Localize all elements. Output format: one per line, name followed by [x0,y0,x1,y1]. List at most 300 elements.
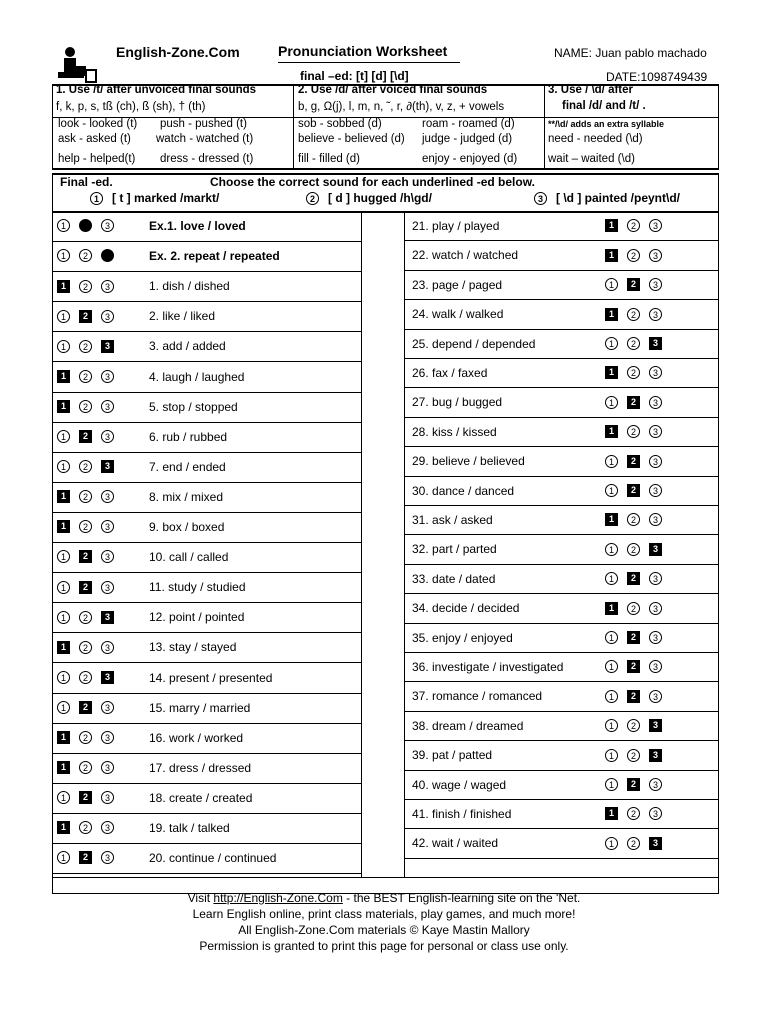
question-label: 7. end / ended [149,459,226,474]
option-3-icon[interactable]: 3 [101,791,114,804]
option-3-icon[interactable]: 3 [649,778,662,791]
option-2-icon[interactable]: 2 [627,337,640,350]
question-row [53,272,361,302]
question-row [53,784,361,814]
option-3-icon[interactable]: 3 [649,249,662,262]
option-3-icon: 3 [534,192,547,205]
question-label: 41. finish / finished [412,807,512,821]
question-label: 6. rub / rubbed [149,429,228,444]
example-text: ask - asked (t) [58,133,131,145]
answer-options [605,835,671,849]
option-1-icon[interactable]: 1 [605,572,618,585]
answer-options [57,609,123,623]
question-row [53,302,361,332]
option-3-icon[interactable]: 3 [649,602,662,615]
footer [0,890,768,954]
example-text: help - helped(t) [58,153,136,165]
answer-options [57,519,123,533]
answer-options [605,336,671,350]
option-2-icon[interactable]: 2 [627,719,640,732]
option-1-selected-icon[interactable]: 1 [57,280,70,293]
option-1-icon[interactable]: 1 [605,631,618,644]
table-right-border [718,211,719,894]
question-row [405,271,718,300]
answer-options [57,670,123,684]
option-3-icon[interactable]: 3 [101,761,114,774]
option-3-selected-icon[interactable]: 3 [649,337,662,350]
question-label: 16. work / worked [149,730,244,745]
option-2-selected-icon[interactable] [79,219,92,232]
option-1-icon[interactable]: 1 [605,690,618,703]
answer-options [57,429,123,443]
option-1-selected-icon[interactable]: 1 [57,821,70,834]
answer-options [605,512,671,526]
answer-options [57,760,123,774]
option-2-icon[interactable]: 2 [79,490,92,503]
question-label: 15. marry / married [149,700,251,715]
question-label: 22. watch / watched [412,248,519,263]
question-row [53,573,361,603]
question-label: 11. study / studied [149,580,246,595]
option-1-selected-icon[interactable]: 1 [605,249,618,262]
option-1-icon[interactable]: 1 [57,671,70,684]
question-label: Ex.1. love / loved [149,219,246,233]
option-3-icon[interactable]: 3 [101,581,114,594]
option-1-icon[interactable]: 1 [57,249,70,262]
option-3-icon[interactable]: 3 [101,490,114,503]
option-2-icon[interactable]: 2 [79,460,92,473]
option-3-icon[interactable]: 3 [649,660,662,673]
question-row [53,603,361,633]
answer-options [57,459,123,473]
option-id: 3 [ \d ] painted /peynt\d/ [534,191,680,205]
question-label: 14. present / presented [149,670,273,685]
answer-options [57,278,123,292]
question-row [405,771,718,800]
option-1-icon[interactable]: 1 [57,791,70,804]
question-row [405,241,718,270]
question-row [53,694,361,724]
instructions-text: Choose the correct sound for each underlined -ed below. [210,175,535,189]
option-1-icon[interactable]: 1 [57,851,70,864]
option-1-icon[interactable]: 1 [605,837,618,850]
answer-options [57,399,123,413]
question-row [53,332,361,362]
option-1-icon[interactable]: 1 [605,719,618,732]
subtitle: final –ed: [t] [d] [\d] [300,69,409,83]
question-row [405,388,718,417]
question-label: 13. stay / stayed [149,640,237,655]
option-3-icon[interactable]: 3 [649,807,662,820]
question-label: 10. call / called [149,550,229,565]
question-label: 4. laugh / laughed [149,369,245,384]
rule-voiced: 2. Use /d/ after voiced final sounds b, g, Ω(j), l, m, n, ˜, r, ∂(th), v, z, + vowels [298,84,505,113]
question-row [405,712,718,741]
option-2-icon[interactable]: 2 [79,249,92,262]
answer-options [605,394,671,408]
option-2-icon[interactable]: 2 [79,280,92,293]
example-text: believe - believed (d) [298,133,405,145]
option-3-selected-icon[interactable]: 3 [101,671,114,684]
option-2-icon[interactable]: 2 [79,611,92,624]
option-2-selected-icon[interactable]: 2 [627,631,640,644]
question-label: 42. wait / waited [412,836,499,851]
question-label: 23. page / paged [412,277,503,292]
option-2-icon[interactable]: 2 [627,602,640,615]
question-row [405,506,718,535]
question-label: 29. believe / believed [412,454,525,469]
answer-options [57,700,123,714]
option-3-icon[interactable]: 3 [649,572,662,585]
option-3-icon[interactable]: 3 [101,280,114,293]
option-2-icon[interactable]: 2 [79,821,92,834]
column-divider [361,213,362,877]
question-row [405,300,718,329]
question-label: 35. enjoy / enjoyed [412,630,513,645]
option-2-icon[interactable]: 2 [79,520,92,533]
answer-options [605,600,671,614]
option-1-selected-icon[interactable]: 1 [57,520,70,533]
option-t: 1 [ t ] marked /markt/ [90,191,219,205]
site-link[interactable]: http://English-Zone.Com [213,891,343,905]
option-2-selected-icon[interactable]: 2 [627,572,640,585]
option-3-icon[interactable]: 3 [101,550,114,563]
question-row [405,829,718,858]
question-row [53,393,361,423]
site-logo [56,46,104,86]
example-text: need - needed (\d) [548,133,643,145]
option-1-icon[interactable]: 1 [57,611,70,624]
answer-options [57,248,123,262]
option-1-icon[interactable]: 1 [57,219,70,232]
option-3-icon[interactable]: 3 [649,278,662,291]
option-3-selected-icon[interactable]: 3 [649,543,662,556]
option-1-icon[interactable]: 1 [57,701,70,714]
option-3-icon[interactable]: 3 [649,513,662,526]
example-text: fill - filled (d) [298,153,360,165]
answer-options [605,777,671,791]
footer-line-1: Visit http://English-Zone.Com - the BEST English-learning site on the 'Net. [187,891,581,905]
option-3-icon[interactable]: 3 [101,310,114,323]
question-label: 30. dance / danced [412,483,515,498]
option-3-selected-icon[interactable] [101,249,114,262]
date-field: DATE:1098749439 [606,70,708,84]
option-1-icon[interactable]: 1 [57,430,70,443]
question-row [53,664,361,694]
question-label: Ex. 2. repeat / repeated [149,249,280,264]
question-row [53,754,361,784]
option-3-icon[interactable]: 3 [649,308,662,321]
option-2-selected-icon[interactable]: 2 [79,791,92,804]
answer-options [605,218,671,232]
answer-options [57,489,123,503]
option-2-selected-icon[interactable]: 2 [79,851,92,864]
option-1-selected-icon[interactable]: 1 [605,807,618,820]
option-2-selected-icon[interactable]: 2 [79,430,92,443]
question-row [53,814,361,844]
answer-options [605,806,671,820]
option-2-selected-icon[interactable]: 2 [627,660,640,673]
footer-line-4: Permission is granted to print this page for personal or class use only. [199,939,569,953]
question-row [53,212,361,242]
option-2-selected-icon[interactable]: 2 [79,550,92,563]
option-1-icon[interactable]: 1 [57,550,70,563]
example-text: dress - dressed (t) [160,153,254,165]
answer-options [605,483,671,497]
option-3-icon[interactable]: 3 [649,484,662,497]
option-3-selected-icon[interactable]: 3 [649,749,662,762]
answer-options [57,639,123,653]
answer-options [605,659,671,673]
option-2-selected-icon[interactable]: 2 [627,484,640,497]
option-1-selected-icon[interactable]: 1 [605,425,618,438]
extra-syllable-note: **/\d/ adds an extra syllable [548,119,665,129]
option-3-icon[interactable]: 3 [101,400,114,413]
option-1-selected-icon[interactable]: 1 [57,400,70,413]
option-3-icon[interactable]: 3 [101,731,114,744]
option-3-icon[interactable]: 3 [649,219,662,232]
instructions-label: Final -ed. [60,175,113,189]
option-1-icon[interactable]: 1 [605,749,618,762]
question-row [53,483,361,513]
option-3-icon[interactable]: 3 [101,219,114,232]
option-2-selected-icon[interactable]: 2 [627,455,640,468]
option-1-icon[interactable]: 1 [605,778,618,791]
option-3-icon[interactable]: 3 [101,370,114,383]
option-2-selected-icon[interactable]: 2 [79,701,92,714]
option-3-selected-icon[interactable]: 3 [101,340,114,353]
question-label: 34. decide / decided [412,601,520,616]
option-1-icon[interactable]: 1 [57,581,70,594]
option-3-icon[interactable]: 3 [649,366,662,379]
question-label: 40. wage / waged [412,777,507,792]
option-1-selected-icon[interactable]: 1 [605,602,618,615]
option-1-icon[interactable]: 1 [605,396,618,409]
answer-options [57,579,123,593]
option-2-icon[interactable]: 2 [627,249,640,262]
instructions-box [52,173,719,211]
answer-options [605,277,671,291]
question-label: 37. romance / romanced [412,689,543,704]
option-3-icon[interactable]: 3 [101,851,114,864]
site-name: English-Zone.Com [116,44,240,60]
footer-line-2: Learn English online, print class materials, play games, and much more! [192,907,576,921]
answer-options [605,247,671,261]
option-2-selected-icon[interactable]: 2 [627,396,640,409]
name-field: NAME: Juan pablo machado [554,46,707,60]
option-2-selected-icon[interactable]: 2 [79,581,92,594]
option-2-icon[interactable]: 2 [627,543,640,556]
answer-options [605,718,671,732]
question-label: 20. continue / continued [149,851,277,866]
option-3-selected-icon[interactable]: 3 [649,719,662,732]
option-3-icon[interactable]: 3 [649,690,662,703]
answer-options [57,369,123,383]
answer-options [605,571,671,585]
question-row [53,242,361,272]
option-1-selected-icon[interactable]: 1 [605,366,618,379]
question-row [53,513,361,543]
option-1-icon[interactable]: 1 [605,660,618,673]
question-row [405,624,718,653]
question-row [405,565,718,594]
answer-options [57,730,123,744]
question-label: 26. fax / faxed [412,366,488,380]
rules-box [52,84,719,170]
option-3-icon[interactable]: 3 [649,455,662,468]
option-1-selected-icon[interactable]: 1 [57,370,70,383]
option-2-selected-icon[interactable]: 2 [627,778,640,791]
option-3-icon[interactable]: 3 [101,701,114,714]
option-1-selected-icon[interactable]: 1 [57,490,70,503]
option-3-icon[interactable]: 3 [649,425,662,438]
rule-extra-syllable: 3. Use / \d/ after final /d/ and /t/ . [548,84,646,112]
option-2-icon[interactable]: 2 [627,513,640,526]
question-row [405,682,718,711]
question-label: 32. part / parted [412,542,497,557]
example-text: push - pushed (t) [160,118,247,130]
option-3-selected-icon[interactable]: 3 [101,611,114,624]
option-1-icon[interactable]: 1 [57,340,70,353]
answer-options [605,424,671,438]
option-2-icon[interactable]: 2 [79,671,92,684]
option-1-icon[interactable]: 1 [605,278,618,291]
question-label: 33. date / dated [412,571,496,586]
option-1-icon[interactable]: 1 [57,310,70,323]
option-1-selected-icon[interactable]: 1 [57,731,70,744]
question-label: 27. bug / bugged [412,395,503,410]
question-label: 38. dream / dreamed [412,718,524,733]
answer-options [57,850,123,864]
question-label: 12. point / pointed [149,610,245,625]
answer-options [605,747,671,761]
question-label: 17. dress / dressed [149,760,252,775]
answer-options [605,365,671,379]
question-row [405,212,718,241]
option-3-icon[interactable]: 3 [101,520,114,533]
question-label: 18. create / created [149,790,253,805]
answer-options [605,541,671,555]
option-1-selected-icon[interactable]: 1 [605,308,618,321]
question-row [405,741,718,770]
rule-unvoiced: 1. Use /t/ after unvoiced final sounds f, k, p, s, tß (ch), ß (sh), † (th) [56,84,257,113]
answer-options [57,820,123,834]
answer-options [605,630,671,644]
table-bottom-line [52,877,719,878]
answer-options [605,453,671,467]
question-row [405,800,718,829]
question-row [53,543,361,573]
option-1-selected-icon[interactable]: 1 [57,641,70,654]
title-underline [278,62,460,63]
question-row [53,363,361,393]
option-2-icon[interactable]: 2 [627,749,640,762]
option-2-icon[interactable]: 2 [627,425,640,438]
answer-options [57,308,123,322]
answer-options [57,790,123,804]
option-1-selected-icon[interactable]: 1 [605,513,618,526]
option-2-icon: 2 [306,192,319,205]
example-text: roam - roamed (d) [422,118,515,130]
example-text: judge - judged (d) [422,133,513,145]
question-label: 8. mix / mixed [149,489,224,504]
option-1-selected-icon[interactable]: 1 [605,219,618,232]
option-1-icon[interactable]: 1 [605,455,618,468]
question-label: 1. dish / dished [149,279,230,294]
option-d: 2 [ d ] hugged /h\gd/ [306,191,432,205]
question-label: 3. add / added [149,339,226,354]
option-2-icon[interactable]: 2 [79,370,92,383]
question-row [53,724,361,754]
example-text: enjoy - enjoyed (d) [422,153,518,165]
question-label: 19. talk / talked [149,821,230,835]
question-row [53,633,361,663]
option-2-icon[interactable]: 2 [79,340,92,353]
option-3-icon[interactable]: 3 [649,396,662,409]
question-row [405,653,718,682]
option-2-selected-icon[interactable]: 2 [627,690,640,703]
question-label: 2. like / liked [149,309,216,324]
option-2-selected-icon[interactable]: 2 [79,310,92,323]
question-row [405,447,718,476]
option-2-icon[interactable]: 2 [79,761,92,774]
option-2-icon[interactable]: 2 [627,308,640,321]
answer-options [57,218,123,232]
question-label: 31. ask / asked [412,513,493,527]
option-1-icon[interactable]: 1 [605,543,618,556]
option-3-icon[interactable]: 3 [101,430,114,443]
option-2-icon[interactable]: 2 [79,641,92,654]
answer-options [57,338,123,352]
option-1-icon[interactable]: 1 [605,484,618,497]
footer-line-3: All English-Zone.Com materials © Kaye Mastin Mallory [238,923,530,937]
question-label: 28. kiss / kissed [412,424,497,439]
option-1-icon[interactable]: 1 [57,460,70,473]
page-title: Pronunciation Worksheet [278,43,448,59]
option-1-icon: 1 [90,192,103,205]
example-text: wait – waited (\d) [548,153,635,165]
option-2-icon[interactable]: 2 [79,731,92,744]
question-row [405,418,718,447]
option-2-icon[interactable]: 2 [627,366,640,379]
question-row [53,453,361,483]
option-3-selected-icon[interactable]: 3 [649,837,662,850]
example-text: look - looked (t) [58,118,138,130]
example-text: watch - watched (t) [156,133,254,145]
question-label: 36. investigate / investigated [412,660,564,674]
option-2-icon[interactable]: 2 [627,219,640,232]
answer-options [57,549,123,563]
question-row [53,844,361,874]
answer-options [605,688,671,702]
question-label: 5. stop / stopped [149,399,238,414]
option-3-selected-icon[interactable]: 3 [101,460,114,473]
option-2-icon[interactable]: 2 [627,807,640,820]
example-text: sob - sobbed (d) [298,118,382,130]
option-2-icon[interactable]: 2 [79,400,92,413]
option-3-icon[interactable]: 3 [101,641,114,654]
answer-options [605,306,671,320]
question-label: 24. walk / walked [412,307,504,322]
option-3-icon[interactable]: 3 [649,631,662,644]
option-1-icon[interactable]: 1 [605,337,618,350]
question-row [405,594,718,623]
option-3-icon[interactable]: 3 [101,821,114,834]
question-label: 9. box / boxed [149,520,225,534]
option-2-icon[interactable]: 2 [627,837,640,850]
option-2-selected-icon[interactable]: 2 [627,278,640,291]
option-1-selected-icon[interactable]: 1 [57,761,70,774]
